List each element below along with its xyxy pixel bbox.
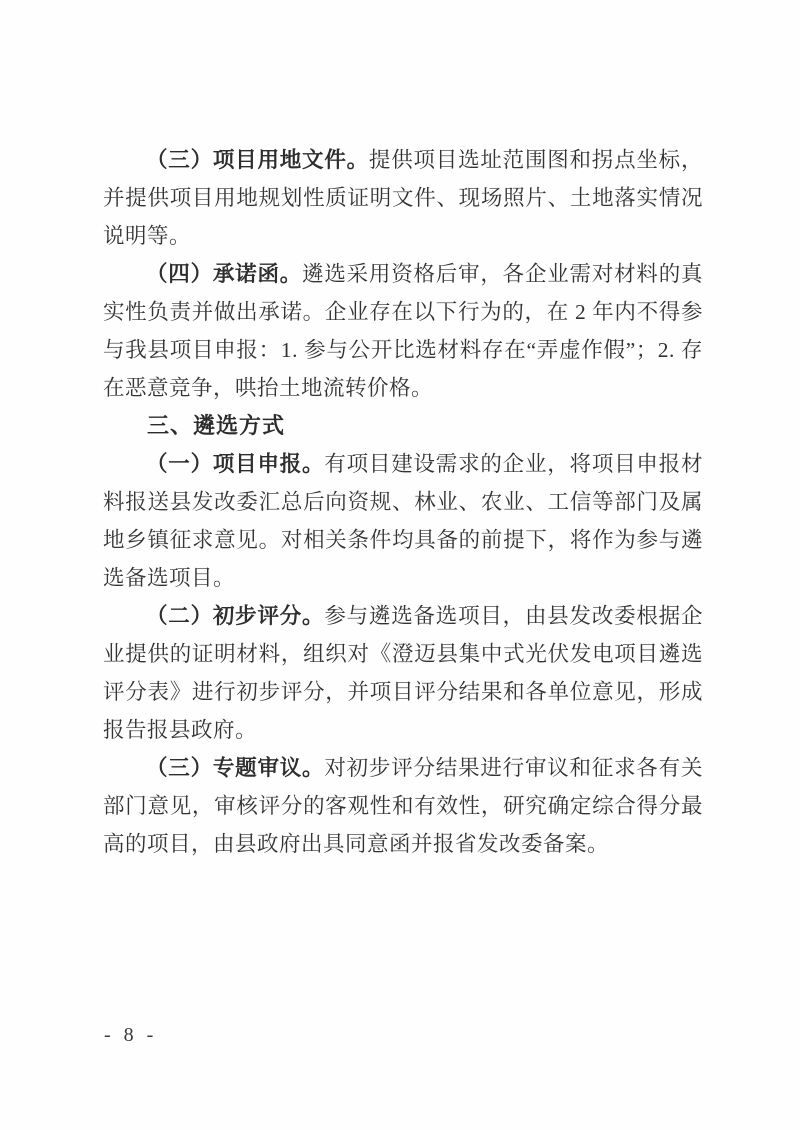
paragraph-lead: （三）项目用地文件。: [146, 148, 369, 172]
paragraph-body: 对初步评分结果进行审议和征求各有关部门意见，审核评分的客观性和有效性，研究确定综合得分最高的项目，由县政府出具同意函并报省发改委备案。: [103, 756, 703, 856]
document-body: [103, 141, 703, 863]
page-number: - 8 -: [104, 1024, 158, 1046]
paragraph-lead: （三）专题审议。: [146, 756, 325, 780]
paragraph: [103, 141, 703, 255]
paragraph: [103, 597, 703, 749]
paragraph-body: 遴选采用资格后审，各企业需对材料的真实性负责并做出承诺。企业存在以下行为的，在 2 年内不得参与我县项目申报：1. 参与公开比选材料存在“弄虚作假”；2. 存在恶意竞争，哄抬土地流转价格。: [103, 262, 703, 400]
paragraph-body: 提供项目选址范围图和拐点坐标，并提供项目用地规划性质证明文件、现场照片、土地落实情况说明等。: [103, 148, 703, 248]
paragraph: [103, 255, 703, 407]
paragraph-body: 有项目建设需求的企业，将项目申报材料报送县发改委汇总后向资规、林业、农业、工信等部门及属地乡镇征求意见。对相关条件均具备的前提下，将作为参与遴选备选项目。: [103, 452, 703, 590]
paragraph: [103, 445, 703, 597]
section-heading: 三、遴选方式: [147, 413, 286, 438]
paragraph: [103, 749, 703, 863]
paragraph-body: 参与遴选备选项目，由县发改委根据企业提供的证明材料，组织对《澄迈县集中式光伏发电项目遴选评分表》进行初步评分，并项目评分结果和各单位意见，形成报告报县政府。: [103, 604, 703, 742]
paragraph-lead: （四）承诺函。: [146, 262, 303, 286]
paragraph-lead: （一）项目申报。: [146, 452, 325, 476]
paragraph-lead: （二）初步评分。: [146, 604, 325, 628]
